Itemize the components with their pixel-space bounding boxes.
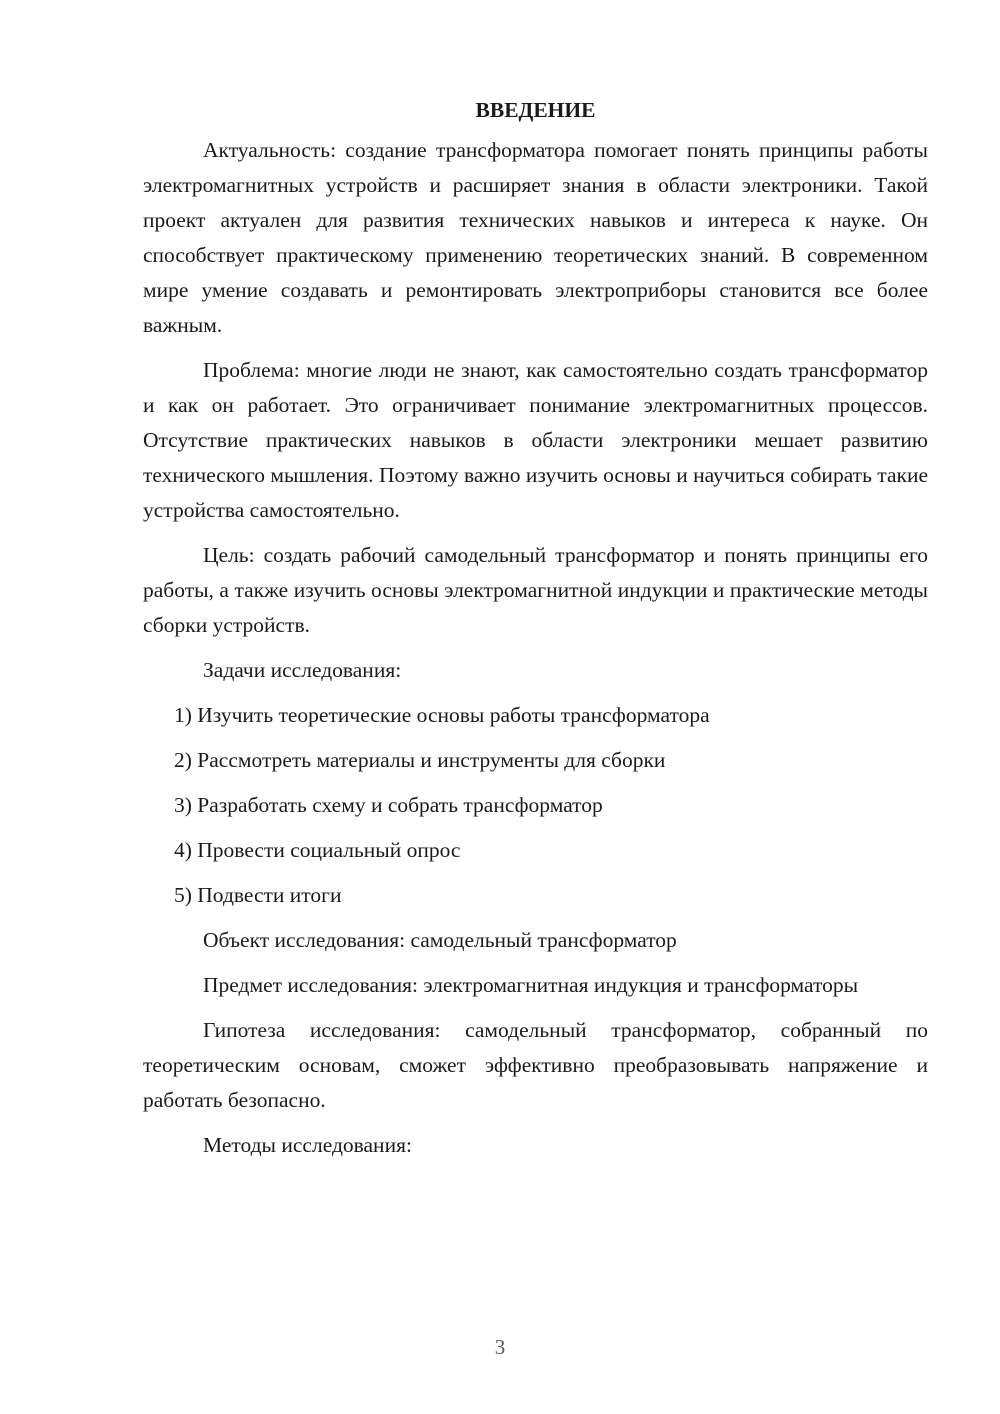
relevance-paragraph: Актуальность: создание трансформатора помогает понять принципы работы электромагнитных устройств и расширяет знания в области электроники. Такой проект актуален для развития технических навыков и интереса к науке. Он способствует практическому применению теоретических знаний. В современном мире умение создавать и ремонтировать электроприборы становится все более важным. [143,138,928,337]
list-item: 4) Провести социальный опрос [174,838,461,862]
methods-heading: Методы исследования: [203,1133,412,1157]
list-item: 1) Изучить теоретические основы работы трансформатора [174,703,710,727]
tasks-heading: Задачи исследования: [203,658,402,682]
hypothesis-paragraph: Гипотеза исследования: самодельный трансформатор, собранный по теоретическим основам, сможет эффективно преобразовывать напряжение и работать безопасно. [143,1018,928,1112]
document-page [143,88,928,1173]
list-item: 3) Разработать схему и собрать трансформатор [174,793,603,817]
object-line: Объект исследования: самодельный трансформатор [203,928,677,952]
list-item: 2) Рассмотреть материалы и инструменты для сборки [174,748,666,772]
page-number: 3 [494,1335,506,1359]
list-item: 5) Подвести итоги [174,883,342,907]
section-title: ВВЕДЕНИЕ [475,98,596,122]
tasks-list [143,698,928,913]
subject-paragraph: Предмет исследования: электромагнитная индукция и трансформаторы [203,973,859,997]
goal-paragraph: Цель: создать рабочий самодельный трансформатор и понять принципы его работы, а также изучить основы электромагнитной индукции и практические методы сборки устройств. [143,543,928,637]
problem-paragraph: Проблема: многие люди не знают, как самостоятельно создать трансформатор и как он работает. Это ограничивает понимание электромагнитных процессов. Отсутствие практических навыков в области электроники мешает развитию технического мышления. Поэтому важно изучить основы и научиться собирать такие устройства самостоятельно. [143,358,928,522]
